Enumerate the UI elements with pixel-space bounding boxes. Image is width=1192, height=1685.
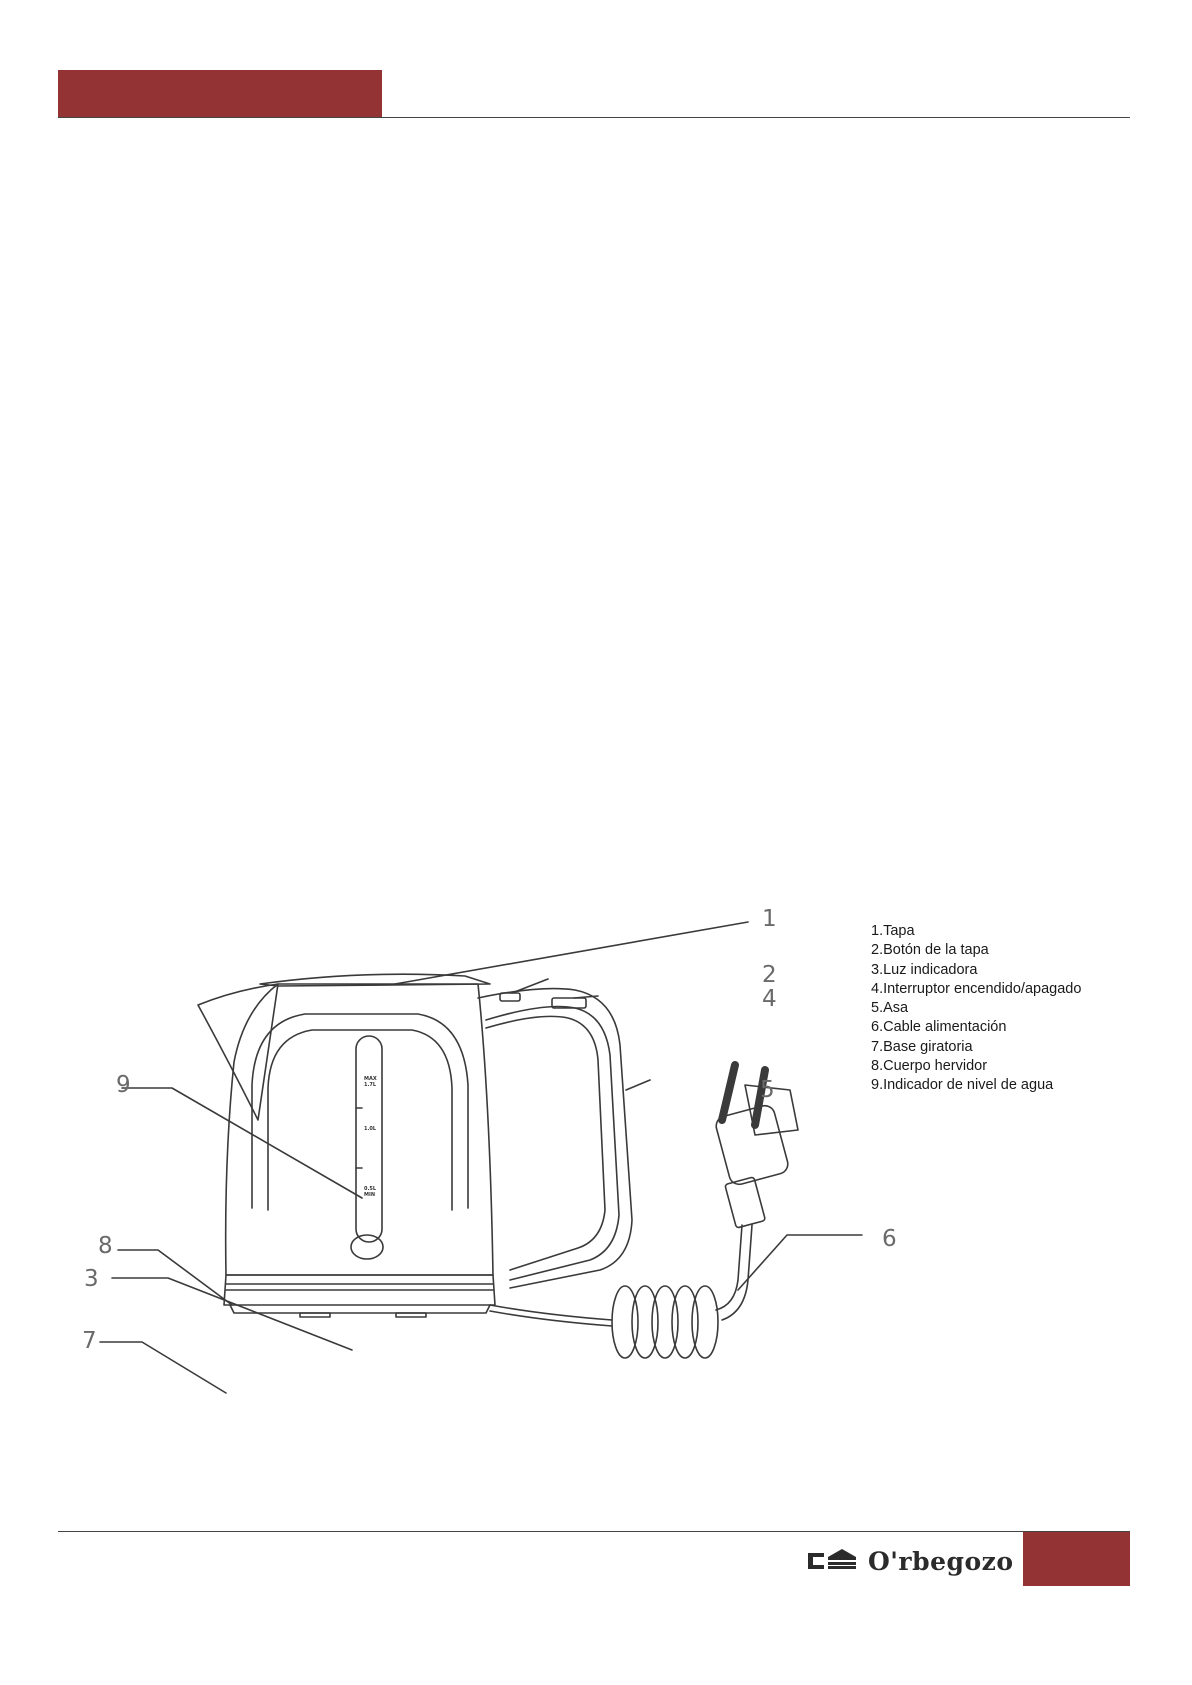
- leader-5: [626, 1080, 650, 1090]
- legend-item-3: 3.Luz indicadora: [871, 961, 978, 978]
- scale-1-7l: 1.7L: [364, 1082, 377, 1088]
- callout-9: 9: [116, 1072, 131, 1098]
- leader-3: [112, 1278, 352, 1350]
- scale-0-5l: 0.5L: [364, 1186, 377, 1192]
- callout-6: 6: [882, 1226, 897, 1252]
- leader-1: [395, 922, 748, 984]
- scale-1-0l: 1.0L: [364, 1126, 377, 1132]
- callout-2: 2: [762, 962, 777, 988]
- legend-item-1: 1.Tapa: [871, 923, 915, 939]
- kettle-body: [226, 984, 493, 1275]
- callout-7: 7: [82, 1328, 97, 1354]
- leader-9: [122, 1088, 362, 1198]
- water-level-window: [356, 1036, 382, 1242]
- legend-item-2: 2.Botón de la tapa: [871, 942, 989, 959]
- indicator-light: [351, 1235, 383, 1259]
- leader-2: [512, 979, 548, 993]
- footer-page-box: [1023, 1532, 1130, 1586]
- scale-min: MIN: [364, 1192, 376, 1198]
- cable-coil: [612, 1286, 718, 1358]
- leader-6: [738, 1235, 862, 1290]
- callout-4: 4: [762, 986, 777, 1012]
- scale-max: MAX: [364, 1076, 377, 1082]
- power-cable: [490, 1305, 612, 1320]
- legend-item-9: 9.Indicador de nivel de agua: [871, 1077, 1054, 1094]
- header-accent-bar: [58, 70, 382, 118]
- brand-logo: [806, 1543, 1014, 1579]
- legend-item-7: 7.Base giratoria: [871, 1038, 973, 1055]
- legend-item-4: 4.Interruptor encendido/apagado: [871, 980, 1082, 997]
- legend-item-6: 6.Cable alimentación: [871, 1019, 1007, 1036]
- callout-5: 5: [760, 1077, 775, 1103]
- orbegozo-logo-mark-icon: [806, 1547, 858, 1575]
- lid-button: [500, 993, 520, 1001]
- callout-1: 1: [762, 906, 777, 932]
- legend-item-8: 8.Cuerpo hervidor: [871, 1058, 988, 1075]
- kettle-handle: [478, 989, 632, 1288]
- callout-8: 8: [98, 1233, 113, 1259]
- parts-legend: [871, 922, 1081, 1096]
- footer-rule: [58, 1531, 1130, 1532]
- kettle-spout: [198, 984, 278, 1120]
- callout-3: 3: [84, 1266, 99, 1292]
- leader-7: [100, 1342, 226, 1393]
- header-rule: [58, 117, 1130, 118]
- legend-item-5: 5.Asa: [871, 1000, 909, 1017]
- power-plug: [714, 1065, 798, 1228]
- brand-wordmark: O'rbegozo: [868, 1546, 1014, 1576]
